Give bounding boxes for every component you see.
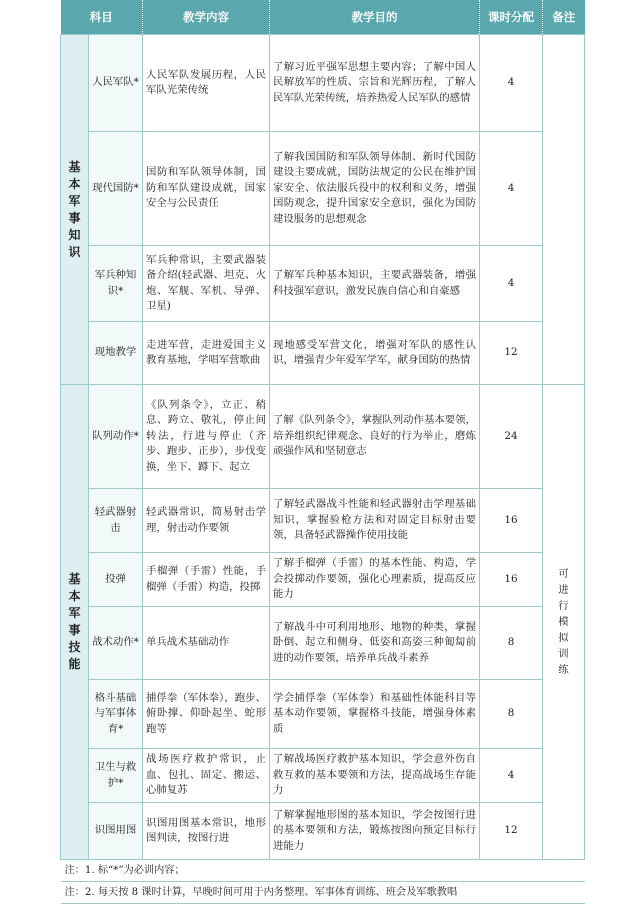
aim-cell: 了解军兵种基本知识，主要武器装备，增强科技强军意识，激发民族自信心和自豪感	[270, 246, 480, 322]
content-cell: 《队列条令》，立正、稍息、跨立、敬礼，停止间转法，行进与停止（齐步、跑步、正步），步伐变换，坐下、蹲下、起立	[143, 385, 270, 489]
header-subject: 科目	[61, 0, 143, 35]
header-row	[61, 0, 585, 35]
note-cell-empty	[543, 35, 585, 385]
aim-cell: 了解战场医疗救护基本知识，学会意外伤自救互救的基本要领和方法，提高战场生存能力	[270, 749, 480, 803]
table-row	[61, 803, 585, 860]
header-note: 备注	[543, 0, 585, 35]
hours-cell: 12	[480, 322, 543, 385]
header-content: 教学内容	[143, 0, 270, 35]
footnote-row	[61, 882, 585, 904]
aim-cell: 了解战斗中可利用地形、地物的种类，掌握卧倒、起立和侧身、低姿和高姿三种匍匐前进的动作要领，培养单兵战斗素养	[270, 607, 480, 680]
footnote-row	[61, 860, 585, 882]
hours-cell: 24	[480, 385, 543, 489]
hours-cell: 8	[480, 607, 543, 680]
aim-cell: 了解轻武器战斗性能和轻武器射击学理基础知识，掌握验枪方法和对固定目标射击要领，具备轻武器操作使用技能	[270, 489, 480, 553]
subject-cell: 识图用图	[89, 803, 143, 860]
subject-cell: 投弹	[89, 553, 143, 607]
hours-cell: 16	[480, 553, 543, 607]
content-cell: 手榴弹（手雷）性能，手榴弹（手雷）构造，投掷	[143, 553, 270, 607]
content-cell: 战场医疗救护常识，止血、包扎、固定、搬运、心肺复苏	[143, 749, 270, 803]
aim-cell: 现地感受军营文化，增强对军队的感性认识，增强青少年爱军学军，献身国防的热情	[270, 322, 480, 385]
subject-cell: 卫生与救护*	[89, 749, 143, 803]
subject-cell: 现代国防*	[89, 132, 143, 246]
header-aim: 教学目的	[270, 0, 480, 35]
subject-cell: 格斗基础与军事体育*	[89, 680, 143, 749]
hours-cell: 4	[480, 749, 543, 803]
footnote-schedule: 注：2. 每天按 8 课时计算，早晚时间可用于内务整理、军事体育训练、班会及军歌教唱	[61, 882, 585, 904]
table-row	[61, 132, 585, 246]
subject-cell: 战术动作*	[89, 607, 143, 680]
table-row	[61, 749, 585, 803]
hours-cell: 4	[480, 35, 543, 132]
content-cell: 单兵战术基础动作	[143, 607, 270, 680]
category-military-knowledge: 基本军事知识	[61, 35, 89, 385]
content-cell: 走进军营，走进爱国主义教育基地，学唱军营歌曲	[143, 322, 270, 385]
content-cell: 人民军队发展历程，人民军队光荣传统	[143, 35, 270, 132]
hours-cell: 4	[480, 246, 543, 322]
table-row	[61, 385, 585, 489]
hours-cell: 16	[480, 489, 543, 553]
hours-cell: 4	[480, 132, 543, 246]
content-cell: 识图用图基本常识，地形图判读，按图行进	[143, 803, 270, 860]
aim-cell: 了解习近平强军思想主要内容；了解中国人民解放军的性质、宗旨和光辉历程，了解人民军队光荣传统，培养热爱人民军队的感情	[270, 35, 480, 132]
header-hours: 课时分配	[480, 0, 543, 35]
content-cell: 军兵种常识，主要武器装备介绍(轻武器、坦克、火炮、军舰、军机、导弹、卫星)	[143, 246, 270, 322]
aim-cell: 学会捕俘拳（军体拳）和基础性体能科目等基本动作要领，掌握格斗技能，增强身体素质	[270, 680, 480, 749]
content-cell: 国防和军队领导体制，国防和军队建设成就，国家安全与公民责任	[143, 132, 270, 246]
table-row	[61, 489, 585, 553]
content-cell: 捕俘拳（军体拳），跑步、俯卧撑、仰卧起坐、蛇形跑等	[143, 680, 270, 749]
subject-cell: 军兵种知识*	[89, 246, 143, 322]
hours-cell: 12	[480, 803, 543, 860]
table-row	[61, 607, 585, 680]
content-cell: 轻武器常识，简易射击学理，射击动作要领	[143, 489, 270, 553]
hours-cell: 8	[480, 680, 543, 749]
aim-cell: 了解《队列条令》，掌握队列动作基本要领，培养组织纪律观念、良好的行为举止，磨炼顽强作风和坚韧意志	[270, 385, 480, 489]
table-row	[61, 246, 585, 322]
category-military-skills: 基本军事技能	[61, 385, 89, 860]
table-row	[61, 680, 585, 749]
table-row	[61, 35, 585, 132]
aim-cell: 了解掌握地形图的基本知识，学会按图行进的基本要领和方法，锻炼按图向预定目标行进能力	[270, 803, 480, 860]
curriculum-sheet	[60, 0, 584, 904]
subject-cell: 队列动作*	[89, 385, 143, 489]
aim-cell: 了解手榴弹（手雷）的基本性能、构造，学会投掷动作要领，强化心理素质，提高反应能力	[270, 553, 480, 607]
subject-cell: 现地教学	[89, 322, 143, 385]
subject-cell: 人民军队*	[89, 35, 143, 132]
table-row	[61, 553, 585, 607]
curriculum-table	[60, 0, 585, 904]
aim-cell: 了解我国国防和军队领导体制、新时代国防建设主要成就，国防法规定的公民在维护国家安全、依法服兵役中的权利和义务，增强国防观念，提升国家安全意识，强化为国防建设服务的思想观念	[270, 132, 480, 246]
table-row	[61, 322, 585, 385]
subject-cell: 轻武器射击	[89, 489, 143, 553]
note-cell-simulation: 可进行模拟训练	[543, 385, 585, 860]
footnote-required: 注：1. 标“*”为必训内容；	[61, 860, 585, 882]
